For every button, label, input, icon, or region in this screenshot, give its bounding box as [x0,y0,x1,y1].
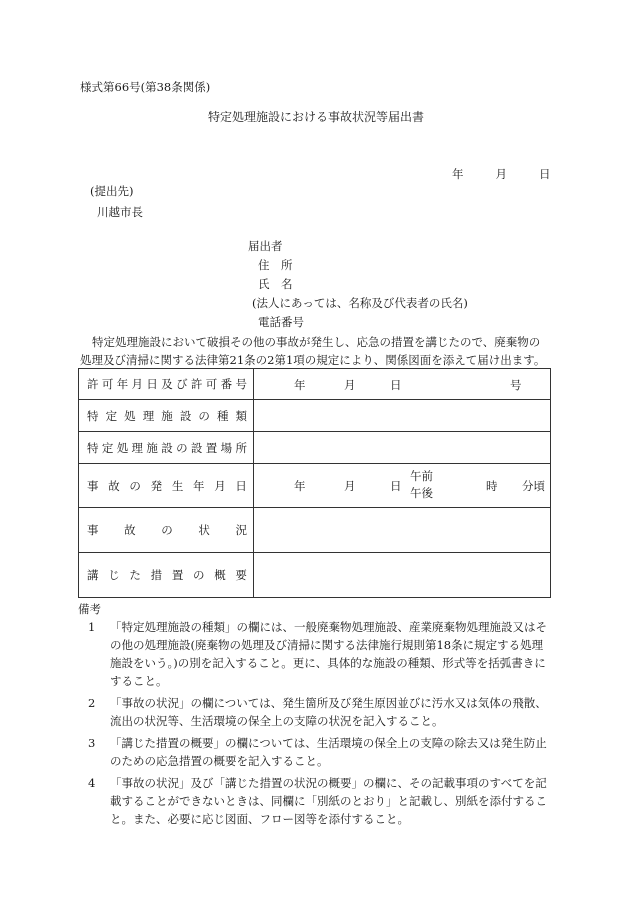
intro-line-2: 処理及び清掃に関する法律第21条の2第1項の規定により、関係図面を添えて届け出ます。 [80,353,546,367]
pm-label: 午後 [410,486,433,500]
accident-year-label: 年 [294,479,306,493]
accident-status-label: 事 故 の 状 況 [87,523,247,537]
permit-input-cell[interactable] [254,369,551,400]
measures-label-cell [79,553,254,598]
report-table [78,368,551,598]
list-item [88,618,550,690]
table-row [79,553,551,598]
minute-label: 分頃 [522,479,545,493]
facility-type-label: 特 定 処 理 施 設 の 種 類 [87,408,247,423]
facility-location-label-cell [79,432,254,464]
document-title: 特定処理施設における事故状況等届出書 [208,110,425,124]
intro-statement [80,333,550,369]
corporate-note: (法人にあっては、名称及び代表者の氏名) [252,296,468,310]
accident-date-input-cell[interactable] [254,464,551,508]
remark-number: 1 [88,620,96,634]
permit-number-label: 号 [510,378,522,392]
permit-month-label: 月 [344,378,356,392]
intro-line-1: 特定処理施設において破損その他の事故が発生し、応急の措置を講じたので、廃棄物の [92,335,541,349]
address-label: 住 所 [258,258,293,272]
date-year-label: 年 [452,167,464,181]
permit-day-label: 日 [390,378,402,392]
remark-text: 「事故の状況」及び「講じた措置の状況の概要」の欄に、その記載事項のすべてを記載することができないときは、同欄に「別紙のとおり」と記載し、別紙を添付すること。また、必要に応じ図面、フロー図等を添付すること。 [110,776,547,826]
remark-number: 3 [88,736,96,750]
list-item [88,734,550,770]
accident-status-label-cell [79,508,254,553]
remark-text: 「講じた措置の概要」の欄については、生活環境の保全上の支障の除去又は発生防止のための応急措置の概要を記入すること。 [110,736,547,768]
facility-location-label: 特 定 処 理 施 設 の 設 置 場 所 [87,440,247,455]
measures-label: 講 じ た 措 置 の 概 要 [87,568,247,582]
name-label: 氏 名 [258,277,293,291]
accident-date-label: 事 故 の 発 生 年 月 日 [87,478,247,493]
table-row [79,464,551,508]
accident-day-label: 日 [390,479,402,493]
permit-label-cell [79,369,254,400]
list-item [88,774,550,828]
facility-type-input-cell[interactable] [254,400,551,432]
form-number: 様式第66号(第38条関係) [80,80,211,94]
remark-text: 「事故の状況」の欄については、発生箇所及び発生原因並びに汚水又は気体の飛散、流出の状況等、生活環境の保全上の支障の状況を記入すること。 [110,696,547,728]
list-item [88,694,550,730]
remark-text: 「特定処理施設の種類」の欄には、一般廃棄物処理施設、産業廃棄物処理施設又はその他の処理施設(廃棄物の処理及び清掃に関する法律施行規則第18条に規定する処理施設をいう。)の別を記入すること。更に、具体的な施設の種類、形式等を括弧書きにすること。 [110,620,547,688]
date-month-label: 月 [495,167,507,181]
remarks-title: 備考 [78,602,101,616]
permit-label: 許 可 年 月 日 及 び 許 可 番 号 [87,377,247,391]
table-row [79,400,551,432]
notifier-label: 届出者 [248,239,283,253]
table-row [79,508,551,553]
table-row [79,432,551,464]
measures-input-cell[interactable] [254,553,551,598]
am-label: 午前 [410,469,433,483]
phone-label: 電話番号 [258,315,304,329]
hour-label: 時 [486,479,498,493]
recipient-name: 川越市長 [97,205,143,219]
remark-number: 4 [88,776,96,790]
recipient-label: (提出先) [90,184,134,198]
date-day-label: 日 [539,167,551,181]
facility-location-input-cell[interactable] [254,432,551,464]
facility-type-label-cell [79,400,254,432]
accident-status-input-cell[interactable] [254,508,551,553]
accident-date-label-cell [79,464,254,508]
permit-year-label: 年 [294,378,306,392]
table-row [79,369,551,400]
date-line [452,166,551,182]
remark-number: 2 [88,696,96,710]
remarks-list [88,618,550,832]
accident-month-label: 月 [344,479,356,493]
